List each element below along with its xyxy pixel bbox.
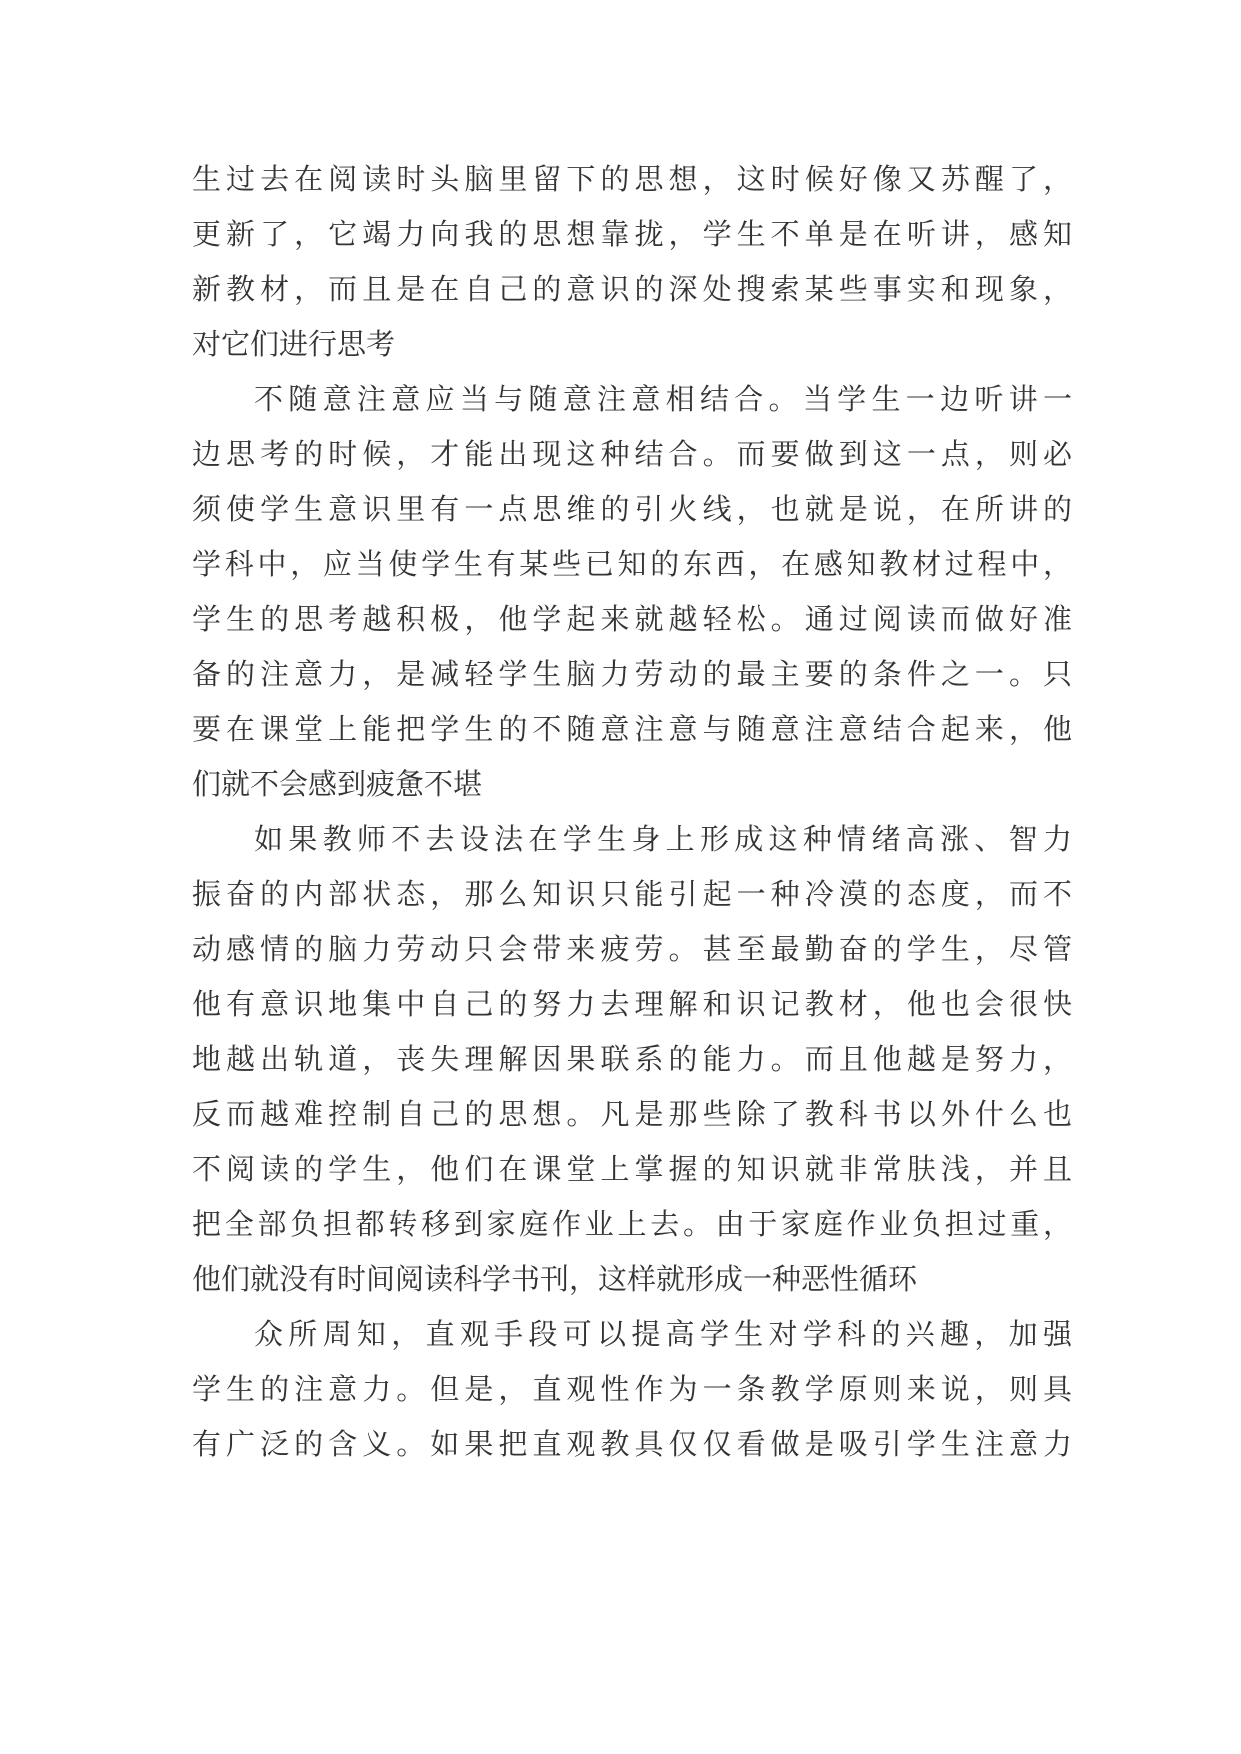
- text-line: 他们就没有时间阅读科学书刊，这样就形成一种恶性循环: [192, 1262, 918, 1296]
- text-line: 动感情的脑力劳动只会带来疲劳。甚至最勤奋的学生，尽管: [192, 932, 1072, 966]
- text-line: 对它们进行思考: [192, 327, 396, 361]
- text-line: 有广泛的含义。如果把直观教具仅仅看做是吸引学生注意力: [192, 1427, 1072, 1461]
- text-line: 新教材，而且是在自己的意识的深处搜索某些事实和现象，: [192, 272, 1072, 306]
- text-line: 学生的注意力。但是，直观性作为一条教学原则来说，则具: [192, 1372, 1072, 1406]
- body-text: [192, 152, 1072, 1472]
- text-line: 须使学生意识里有一点思维的引火线，也就是说，在所讲的: [192, 492, 1072, 526]
- text-line: 学科中，应当使学生有某些已知的东西，在感知教材过程中，: [192, 547, 1072, 581]
- text-line: 要在课堂上能把学生的不随意注意与随意注意结合起来，他: [192, 712, 1072, 746]
- text-line: 边思考的时候，才能出现这种结合。而要做到这一点，则必: [192, 437, 1072, 471]
- text-line: 备的注意力，是减轻学生脑力劳动的最主要的条件之一。只: [192, 657, 1072, 691]
- text-line: 生过去在阅读时头脑里留下的思想，这时候好像又苏醒了，: [192, 162, 1072, 196]
- text-line: 学生的思考越积极，他学起来就越轻松。通过阅读而做好准: [192, 602, 1072, 636]
- text-line: 不阅读的学生，他们在课堂上掌握的知识就非常肤浅，并且: [192, 1152, 1072, 1186]
- text-line: 他有意识地集中自己的努力去理解和识记教材，他也会很快: [192, 987, 1072, 1021]
- text-line: 地越出轨道，丧失理解因果联系的能力。而且他越是努力，: [192, 1042, 1072, 1076]
- text-line: 们就不会感到疲惫不堪: [192, 767, 483, 801]
- paragraph-3: [192, 812, 1072, 1307]
- text-line: 如果教师不去设法在学生身上形成这种情绪高涨、智力: [254, 822, 1072, 856]
- paragraph-2: [192, 372, 1072, 812]
- paragraph-1: [192, 152, 1072, 372]
- paragraph-4: [192, 1307, 1072, 1472]
- text-line: 振奋的内部状态，那么知识只能引起一种冷漠的态度，而不: [192, 877, 1072, 911]
- text-line: 把全部负担都转移到家庭作业上去。由于家庭作业负担过重，: [192, 1207, 1072, 1241]
- text-line: 众所周知，直观手段可以提高学生对学科的兴趣，加强: [254, 1317, 1072, 1351]
- text-line: 不随意注意应当与随意注意相结合。当学生一边听讲一: [254, 382, 1072, 416]
- text-line: 更新了，它竭力向我的思想靠拢，学生不单是在听讲，感知: [192, 217, 1072, 251]
- text-line: 反而越难控制自己的思想。凡是那些除了教科书以外什么也: [192, 1097, 1072, 1131]
